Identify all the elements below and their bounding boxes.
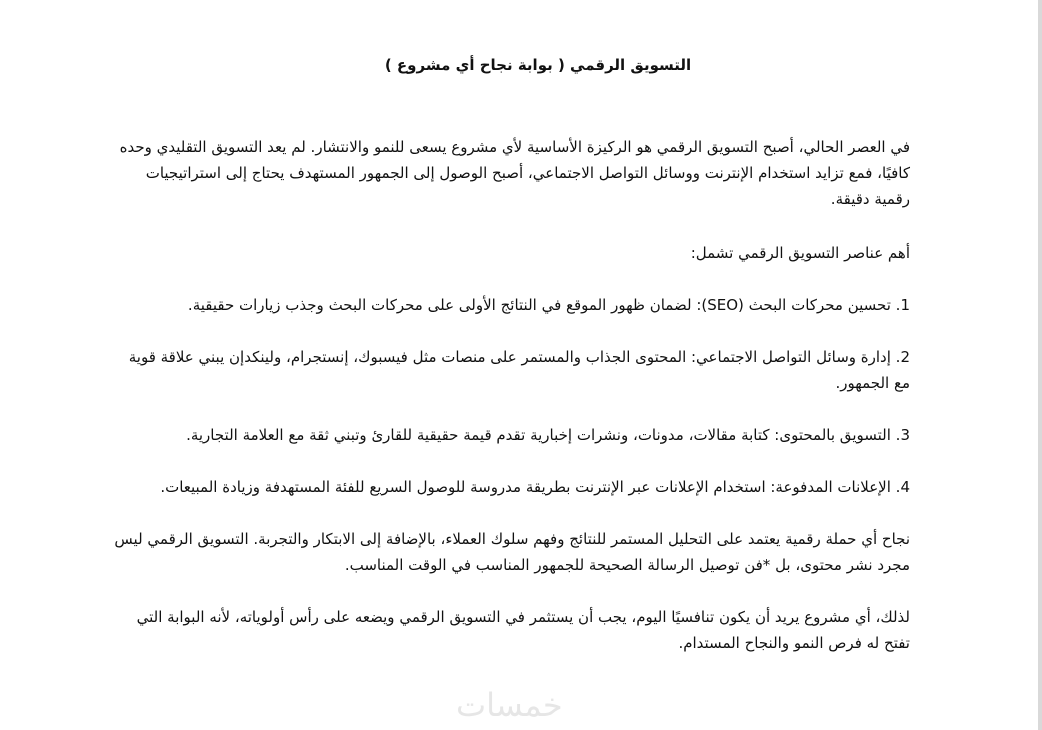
list-item-number: 1.: [895, 296, 910, 314]
list-item: [112, 292, 910, 318]
list-item: [112, 344, 910, 396]
success-paragraph: نجاح أي حملة رقمية يعتمد على التحليل المستمر للنتائج وفهم سلوك العملاء، بالإضافة إلى الابتكار والتجربة. التسويق الرقمي ليس مجرد نشر محتوى، بل *فن توصيل الرسالة الصحيحة للجمهور المناسب في الوقت المناسب.: [114, 530, 910, 574]
list-item-number: 4.: [895, 478, 910, 496]
list-item: [112, 422, 910, 448]
list-item: [112, 474, 910, 500]
elements-heading: أهم عناصر التسويق الرقمي تشمل:: [690, 244, 910, 262]
conclusion-paragraph: لذلك، أي مشروع يريد أن يكون تنافسيًا اليوم، يجب أن يستثمر في التسويق الرقمي ويضعه على رأس أولوياته، لأنه البوابة التي تفتح له فرص النمو والنجاح المستدام.: [136, 608, 910, 652]
list-item-text: الإعلانات المدفوعة: استخدام الإعلانات عبر الإنترنت بطريقة مدروسة للوصول السريع للفئة المستهدفة وزيادة المبيعات.: [160, 478, 891, 496]
list-item-text: إدارة وسائل التواصل الاجتماعي: المحتوى الجذاب والمستمر على منصات مثل فيسبوك، إنستجرام، ولينكدإن يبني علاقة قوية مع الجمهور.: [128, 348, 910, 392]
list-item-text: تحسين محركات البحث (SEO): لضمان ظهور الموقع في النتائج الأولى على محركات البحث وجذب زيارات حقيقية.: [187, 296, 891, 314]
page-edge: [1038, 0, 1042, 730]
list-item-number: 3.: [895, 426, 910, 444]
document-body: [112, 52, 910, 682]
document-title: التسويق الرقمي ( بوابة نجاح أي مشروع ): [384, 56, 692, 74]
intro-paragraph: في العصر الحالي، أصبح التسويق الرقمي هو الركيزة الأساسية لأي مشروع يسعى للنمو والانتشار. لم يعد التسويق التقليدي وحده كافيًا، فمع تزايد استخدام الإنترنت ووسائل التواصل الاجتماعي، أصبح الوصول إلى الجمهور المستهدف يحتاج إلى استراتيجيات رقمية دقيقة.: [119, 138, 910, 208]
watermark-logo: خمسات: [456, 686, 563, 724]
list-item-text: التسويق بالمحتوى: كتابة مقالات، مدونات، ونشرات إخبارية تقدم قيمة حقيقية للقارئ وتبني ثقة مع العلامة التجارية.: [186, 426, 891, 444]
list-item-number: 2.: [895, 348, 910, 366]
